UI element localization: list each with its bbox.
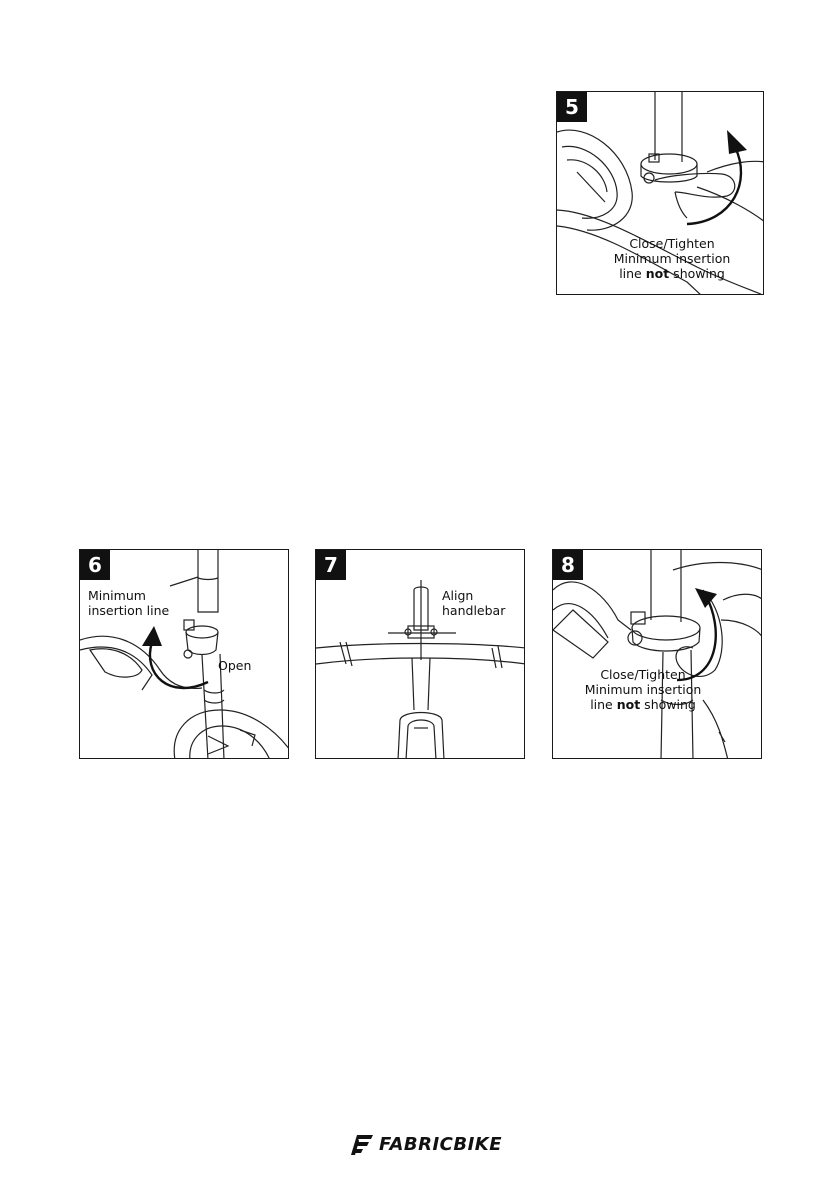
step-5-label-line3a: line <box>619 266 646 281</box>
step-8-label-line3c: showing <box>640 697 696 712</box>
step-5-label-line3b: not <box>645 266 670 281</box>
step-5-label-line1: Close/Tighten <box>629 236 715 251</box>
step-8-label-line3b: not <box>616 697 641 712</box>
step-5-panel <box>556 91 764 295</box>
step-7-label-line2: handlebar <box>442 603 506 618</box>
step-6-panel <box>79 549 289 759</box>
step-8-label-line2: Minimum insertion <box>584 682 702 697</box>
step-7-label-line1: Align <box>442 588 474 603</box>
step-8-close-tighten-label <box>563 667 723 712</box>
step-5-label-line3c: showing <box>669 266 725 281</box>
step-7-align-label <box>442 588 505 618</box>
fabricbike-logo <box>349 1133 503 1157</box>
step-6-illustration <box>80 550 289 759</box>
step-8-label-line3a: line <box>590 697 617 712</box>
step-7-number: 7 <box>316 550 346 580</box>
step-5-label-line2: Minimum insertion <box>613 251 731 266</box>
step-6-open-label: Open <box>218 658 252 673</box>
brand-name: FABRICBIKE <box>379 1134 503 1155</box>
step-6-label-a-line1: Minimum <box>88 588 146 603</box>
step-8-number: 8 <box>553 550 583 580</box>
step-7-panel <box>315 549 525 759</box>
step-6-number: 6 <box>80 550 110 580</box>
step-6-label-a-line2: insertion line <box>88 603 170 618</box>
fabricbike-logo-mark <box>349 1133 375 1157</box>
step-8-label-line1: Close/Tighten <box>600 667 686 682</box>
step-7-illustration <box>316 550 525 759</box>
step-8-illustration <box>553 550 762 759</box>
step-5-number: 5 <box>557 92 587 122</box>
step-5-close-tighten-label <box>599 236 745 281</box>
step-8-panel <box>552 549 762 759</box>
step-6-insertion-label <box>88 588 169 618</box>
